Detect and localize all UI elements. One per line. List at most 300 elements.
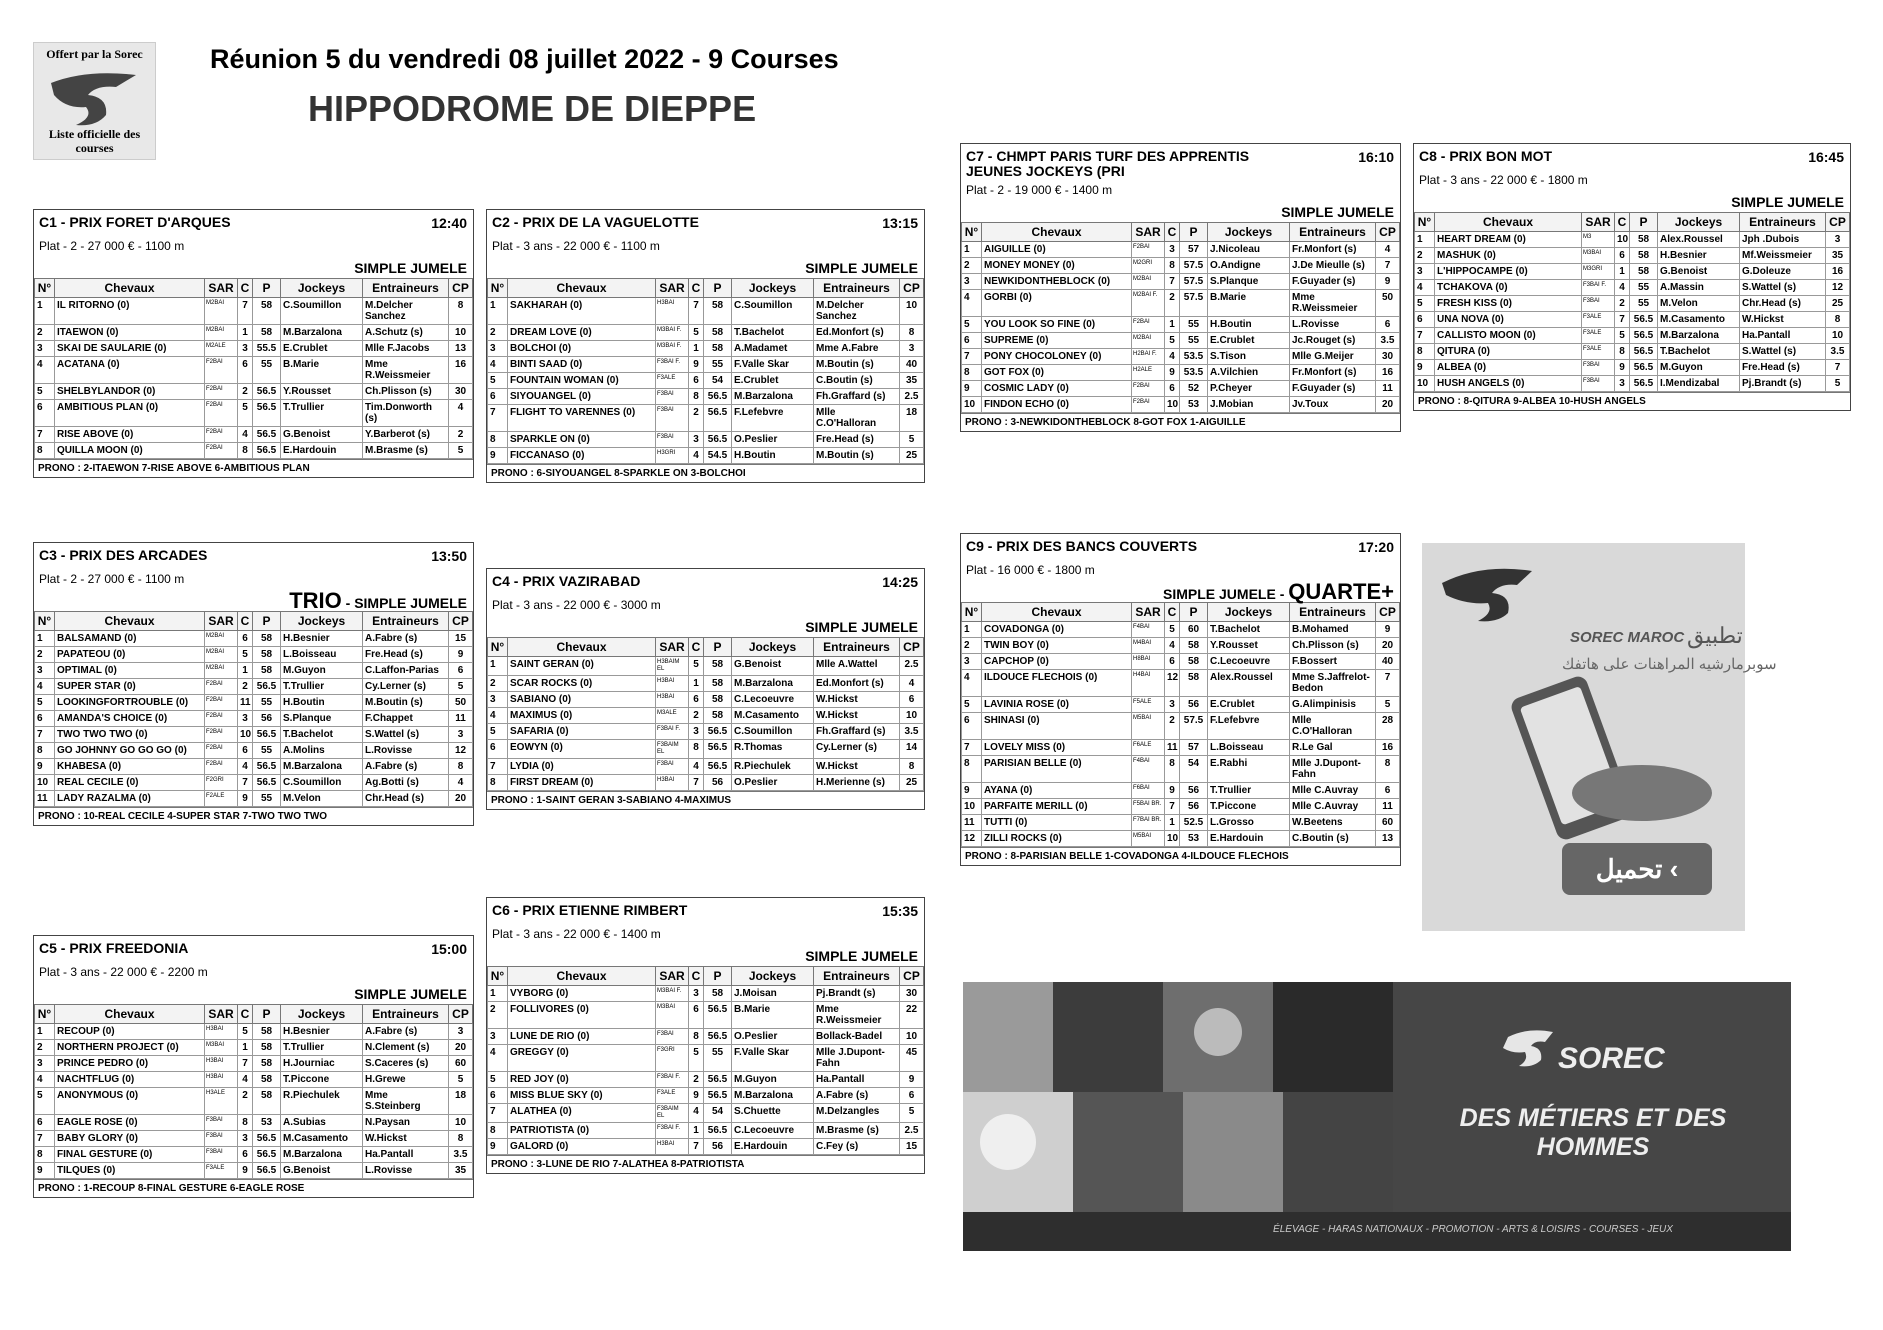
odds: 2.5 [900,1123,924,1139]
runners-table [34,278,473,459]
weight: 58 [253,325,281,341]
horse-sar: F3BAI [205,1131,238,1147]
horse-name: FINAL GESTURE (0) [55,1147,205,1163]
jockey-name: H.Boutin [281,695,363,711]
jockey-name: Y.Rousset [1208,638,1290,654]
jockey-name: S.Planque [281,711,363,727]
runners-header-row [488,967,924,986]
odds: 13 [449,341,473,357]
runner-number: 1 [1415,232,1435,248]
odds: 3 [449,727,473,743]
runner-number: 8 [488,432,508,448]
col-odds-header: CP [449,279,473,298]
odds: 20 [449,1040,473,1056]
jockey-name: A.Vilchien [1208,365,1290,381]
horse-sar: M2BAI F. [1132,290,1165,317]
race-time: 16:45 [1808,149,1844,165]
jockey-name: M.Casamento [281,1131,363,1147]
runner-row [1415,264,1850,280]
col-jockey-header: Jockeys [281,612,363,631]
runner-row [488,986,924,1002]
odds: 7 [1376,670,1400,697]
runner-number: 1 [962,242,982,258]
race-prono: PRONO : 8-QITURA 9-ALBEA 10-HUSH ANGELS [1414,392,1850,410]
trainer-name: C.Boutin (s) [1290,831,1376,847]
jockey-name: I.Mendizabal [1658,376,1740,392]
runners-header-row [962,603,1400,622]
stall-number: 6 [1165,654,1180,670]
runner-number: 5 [35,1088,55,1115]
jockey-name: H.Besnier [281,1024,363,1040]
runner-row [488,1002,924,1029]
runner-number: 8 [488,1123,508,1139]
horse-name: OPTIMAL (0) [55,663,205,679]
bet-types [34,589,473,611]
stall-number: 2 [1165,713,1180,740]
col-number-header: N° [35,612,55,631]
col-horse-header: Chevaux [508,967,656,986]
col-sar-header: SAR [656,638,689,657]
stall-number: 5 [238,647,253,663]
trainer-name: Mme R.Weissmeier [1290,290,1376,317]
jockey-name: O.Peslier [732,432,814,448]
odds: 35 [449,1163,473,1179]
runner-number: 9 [35,1163,55,1179]
race-prono: PRONO : 2-ITAEWON 7-RISE ABOVE 6-AMBITIOUS PLAN [34,459,473,477]
col-trainer-header: Entraineurs [814,279,900,298]
horse-sar: F3BAI F. [656,724,689,740]
runner-number: 8 [35,1147,55,1163]
weight: 58 [704,676,732,692]
weight: 58 [253,1056,281,1072]
bet-types [487,944,924,966]
odds: 60 [1376,815,1400,831]
runner-row [35,695,473,711]
jockey-name: H.Besnier [281,631,363,647]
bet-type-label: SIMPLE JUMELE [1281,204,1394,220]
runner-row [962,622,1400,638]
stall-number: 3 [238,341,253,357]
jockey-name: T.Trullier [281,1040,363,1056]
weight: 53 [1180,831,1208,847]
stall-number: 7 [689,775,704,791]
horse-sar: H3BAI [205,1024,238,1040]
jockey-name: S.Planque [1208,274,1290,290]
odds: 10 [449,1115,473,1131]
jockey-name: M.Guyon [1658,360,1740,376]
race-prono: PRONO : 3-NEWKIDONTHEBLOCK 8-GOT FOX 1-AIGUILLE [961,413,1400,431]
weight: 56.5 [1630,328,1658,344]
stall-number: 3 [689,432,704,448]
trainer-name: Ed.Monfort (s) [814,325,900,341]
race-name: C7 - CHMPT PARIS TURF DES APPRENTIS JEUNES JOCKEYS (PRI [966,148,1250,179]
download-button[interactable] [1562,843,1712,895]
jockey-name: E.Hardouin [732,1139,814,1155]
trainer-name: W.Beetens [1290,815,1376,831]
runner-row [488,325,924,341]
col-stall-header: C [1165,603,1180,622]
horse-name: GOT FOX (0) [982,365,1132,381]
weight: 55 [253,357,281,384]
stall-number: 7 [1615,312,1630,328]
stall-number: 9 [1615,360,1630,376]
horse-sar: F3BAI [1582,376,1615,392]
runner-number: 6 [488,1088,508,1104]
horse-sar: H4BAI [1132,670,1165,697]
odds: 22 [900,1002,924,1029]
trainer-name: Ha.Pantall [363,1147,449,1163]
page-title: Réunion 5 du vendredi 08 juillet 2022 - 9 Courses [210,44,839,74]
runner-number: 7 [1415,328,1435,344]
odds: 6 [900,692,924,708]
stall-number: 8 [1615,344,1630,360]
trainer-name: M.Brasme (s) [814,1123,900,1139]
runner-number: 10 [1415,376,1435,392]
trainer-name: M.Boutin (s) [363,695,449,711]
weight: 56.5 [1630,360,1658,376]
runner-row [35,1024,473,1040]
trainer-name: Mlle J.Dupont-Fahn [814,1045,900,1072]
stall-number: 3 [689,986,704,1002]
odds: 15 [449,631,473,647]
race-conditions: Plat - 16 000 € - 1800 m [966,563,1095,577]
app-advertisement[interactable] [1422,543,1777,931]
col-sar-header: SAR [1132,603,1165,622]
horse-name: FICCANASO (0) [508,448,656,464]
horse-sar: F3ALE [1582,328,1615,344]
weight: 58 [1630,248,1658,264]
col-trainer-header: Entraineurs [1290,603,1376,622]
trainer-name: N.Clement (s) [363,1040,449,1056]
jockey-name: C.Soumillon [281,298,363,325]
runner-row [35,325,473,341]
weight: 54 [704,373,732,389]
stall-number: 5 [238,1024,253,1040]
stall-number: 1 [238,663,253,679]
odds: 14 [900,740,924,759]
runner-row [35,1088,473,1115]
race-conditions: Plat - 2 - 27 000 € - 1100 m [39,572,185,586]
jockey-name: A.Massin [1658,280,1740,296]
logo-top-text: Offert par la Sorec [46,47,143,61]
horse-name: GO JOHNNY GO GO GO (0) [55,743,205,759]
runner-number: 10 [962,799,982,815]
race-time: 15:00 [431,941,467,957]
col-odds-header: CP [1826,213,1850,232]
race-time: 12:40 [431,215,467,231]
odds: 16 [1376,740,1400,756]
trainer-name: Chr.Head (s) [1740,296,1826,312]
trainer-name: G.Alimpinisis [1290,697,1376,713]
trainer-name: Jc.Rouget (s) [1290,333,1376,349]
jockey-name: M.Barzalona [1658,328,1740,344]
horse-name: ANONYMOUS (0) [55,1088,205,1115]
jockey-name: H.Journiac [281,1056,363,1072]
jockey-name: T.Bachelot [1658,344,1740,360]
trainer-name: Mlle J.Dupont-Fahn [1290,756,1376,783]
jockey-name: B.Marie [1208,290,1290,317]
runner-number: 1 [35,631,55,647]
horse-name: AIGUILLE (0) [982,242,1132,258]
jockey-name: S.Tison [1208,349,1290,365]
trainer-name: Mlle F.Jacobs [363,341,449,357]
jockey-name: E.Crublet [732,373,814,389]
odds: 3 [449,1024,473,1040]
odds: 45 [900,1045,924,1072]
col-horse-header: Chevaux [55,612,205,631]
odds: 30 [1376,349,1400,365]
runner-number: 4 [35,1072,55,1088]
stall-number: 6 [689,373,704,389]
race-header [487,898,924,924]
stall-number: 6 [238,1147,253,1163]
col-trainer-header: Entraineurs [814,967,900,986]
jockey-name: A.Subias [281,1115,363,1131]
horse-sar: F3BAI [1582,296,1615,312]
runners-table [487,278,924,464]
runner-number: 4 [962,290,982,317]
bet-type-label: SIMPLE JUMELE - [1163,586,1289,602]
horse-name: AMBITIOUS PLAN (0) [55,400,205,427]
jockey-name: M.Barzalona [732,389,814,405]
runner-row [35,427,473,443]
col-odds-header: CP [449,612,473,631]
col-horse-header: Chevaux [982,223,1132,242]
col-odds-header: CP [900,638,924,657]
jockey-name: M.Barzalona [281,1147,363,1163]
stall-number: 8 [238,1115,253,1131]
weight: 60 [1180,622,1208,638]
stall-number: 9 [689,357,704,373]
runner-row [488,740,924,759]
weight: 55 [704,357,732,373]
jockey-name: T.Trullier [1208,783,1290,799]
col-sar-header: SAR [656,279,689,298]
race-card-c5 [33,935,474,1198]
trainer-name: A.Fabre (s) [814,1088,900,1104]
stall-number: 9 [1165,365,1180,381]
race-conditions: Plat - 3 ans - 22 000 € - 1800 m [1419,173,1588,187]
runner-number: 9 [962,381,982,397]
runners-header-row [488,638,924,657]
horse-name: AYANA (0) [982,783,1132,799]
runner-row [1415,344,1850,360]
trainer-name: H.Merienne (s) [814,775,900,791]
horse-name: PAPATEOU (0) [55,647,205,663]
race-card-c3 [33,542,474,826]
horse-sar: F2BAI [205,711,238,727]
runners-table [34,611,473,807]
runner-number: 5 [35,384,55,400]
stall-number: 4 [1165,638,1180,654]
odds: 10 [449,325,473,341]
runner-row [488,1045,924,1072]
stall-number: 3 [1165,697,1180,713]
runner-number: 6 [488,740,508,759]
race-time: 13:15 [882,215,918,231]
horse-sar: F3BAI [1582,360,1615,376]
horse-head-icon [46,65,142,135]
weight: 56.5 [1630,376,1658,392]
horse-sar: F2GRI [205,775,238,791]
weight: 53.5 [1180,349,1208,365]
horse-sar: F2BAI [205,384,238,400]
runner-number: 12 [962,831,982,847]
runner-row [35,1147,473,1163]
trainer-name: Tim.Donworth (s) [363,400,449,427]
odds: 16 [449,357,473,384]
stall-number: 1 [689,341,704,357]
weight: 52 [1180,381,1208,397]
jockey-name: T.Trullier [281,400,363,427]
horse-sar: M3BAI [1582,248,1615,264]
horse-name: SIYOUANGEL (0) [508,389,656,405]
runner-row [35,663,473,679]
race-name: C8 - PRIX BON MOT [1419,148,1553,164]
runner-number: 5 [488,724,508,740]
runner-row [962,670,1400,697]
race-prono: PRONO : 3-LUNE DE RIO 7-ALATHEA 8-PATRIOTISTA [487,1155,924,1173]
race-name: C4 - PRIX VAZIRABAD [492,573,641,589]
stall-number: 6 [238,743,253,759]
odds: 9 [1376,274,1400,290]
horse-name: PATRIOTISTA (0) [508,1123,656,1139]
race-conditions: Plat - 2 - 19 000 € - 1400 m [966,183,1113,197]
jockey-name: O.Peslier [732,1029,814,1045]
odds: 7 [1826,360,1850,376]
stall-number: 6 [238,631,253,647]
horse-sar: H3BAI [656,298,689,325]
runner-row [1415,232,1850,248]
jockey-name: M.Barzalona [281,759,363,775]
runners-table [34,1004,473,1179]
horse-sar: F3ALE [1582,312,1615,328]
horse-name: HEART DREAM (0) [1435,232,1582,248]
horse-name: SUPER STAR (0) [55,679,205,695]
horse-sar: F3BAI [205,1115,238,1131]
horse-sar: F2BAI [205,443,238,459]
app-ad-arabic-title: تطبيق [1687,623,1743,648]
race-prono: PRONO : 1-RECOUP 8-FINAL GESTURE 6-EAGLE ROSE [34,1179,473,1197]
horse-sar: F2BAI [205,695,238,711]
runner-number: 7 [35,727,55,743]
horse-sar: F2BAI [205,427,238,443]
trainer-name: Chr.Head (s) [363,791,449,807]
col-jockey-header: Jockeys [1208,223,1290,242]
trainer-name: Cy.Lerner (s) [363,679,449,695]
odds: 3 [900,341,924,357]
odds: 25 [1826,296,1850,312]
weight: 58 [253,1072,281,1088]
trainer-name: G.Doleuze [1740,264,1826,280]
jockey-name: H.Boutin [1208,317,1290,333]
runner-number: 3 [35,663,55,679]
odds: 8 [900,759,924,775]
jockey-name: E.Crublet [1208,333,1290,349]
odds: 40 [900,357,924,373]
jockey-name: Alex.Roussel [1658,232,1740,248]
runner-row [962,756,1400,783]
jockey-name: A.Molins [281,743,363,759]
horse-sar: M3BAI [656,1002,689,1029]
race-card-c8 [1413,143,1851,411]
col-number-header: N° [962,603,982,622]
trainer-name: Ch.Plisson (s) [363,384,449,400]
runners-table [961,602,1400,847]
runners-table [487,966,924,1155]
race-header [34,936,473,962]
bet-types [34,256,473,278]
col-jockey-header: Jockeys [281,279,363,298]
odds: 9 [449,647,473,663]
weight: 58 [704,298,732,325]
trainer-name: F.Guyader (s) [1290,381,1376,397]
horse-name: SHELBYLANDOR (0) [55,384,205,400]
trainer-name: A.Fabre (s) [363,631,449,647]
runner-number: 8 [1415,344,1435,360]
stall-number: 7 [238,298,253,325]
stall-number: 10 [1165,397,1180,413]
col-jockey-header: Jockeys [281,1005,363,1024]
runner-row [962,815,1400,831]
odds: 5 [900,432,924,448]
runner-row [488,692,924,708]
col-horse-header: Chevaux [508,638,656,657]
stall-number: 1 [689,1123,704,1139]
race-header [961,144,1400,180]
horse-sar: M2ALE [205,341,238,357]
weight: 56 [704,1139,732,1155]
trainer-name: Mf.Weissmeier [1740,248,1826,264]
weight: 56.5 [253,443,281,459]
col-odds-header: CP [900,279,924,298]
trainer-name: W.Hickst [363,1131,449,1147]
sorec-logo [33,42,156,160]
horse-sar: F2BAI [1132,242,1165,258]
runner-row [35,298,473,325]
jockey-name: G.Benoist [732,657,814,676]
odds: 3.5 [449,1147,473,1163]
jockey-name: E.Crublet [281,341,363,357]
jockey-name: T.Bachelot [732,325,814,341]
jockey-name: F.Valle Skar [732,1045,814,1072]
stall-number: 9 [238,791,253,807]
horse-name: BABY GLORY (0) [55,1131,205,1147]
jockey-name: M.Guyon [732,1072,814,1088]
trainer-name: Mlle C.O'Halloran [814,405,900,432]
runner-number: 4 [962,670,982,697]
runner-row [488,298,924,325]
trainer-name: Mlle A.Wattel [814,657,900,676]
odds: 10 [1826,328,1850,344]
trainer-name: M.Delcher Sanchez [363,298,449,325]
horse-sar: F2BAI [1132,317,1165,333]
horse-name: GALORD (0) [508,1139,656,1155]
weight: 58 [704,341,732,357]
jockey-name: B.Marie [281,357,363,384]
stall-number: 2 [238,384,253,400]
horse-sar: H3BAI [656,676,689,692]
odds: 12 [449,743,473,759]
trainer-name: L.Rovisse [1290,317,1376,333]
jockey-name: O.Andigne [1208,258,1290,274]
horse-name: SPARKLE ON (0) [508,432,656,448]
runner-row [962,740,1400,756]
jockey-name: M.Barzalona [732,676,814,692]
trainer-name: Fre.Head (s) [1740,360,1826,376]
horse-sar: F3BAI F. [1582,280,1615,296]
weight: 56.5 [704,724,732,740]
